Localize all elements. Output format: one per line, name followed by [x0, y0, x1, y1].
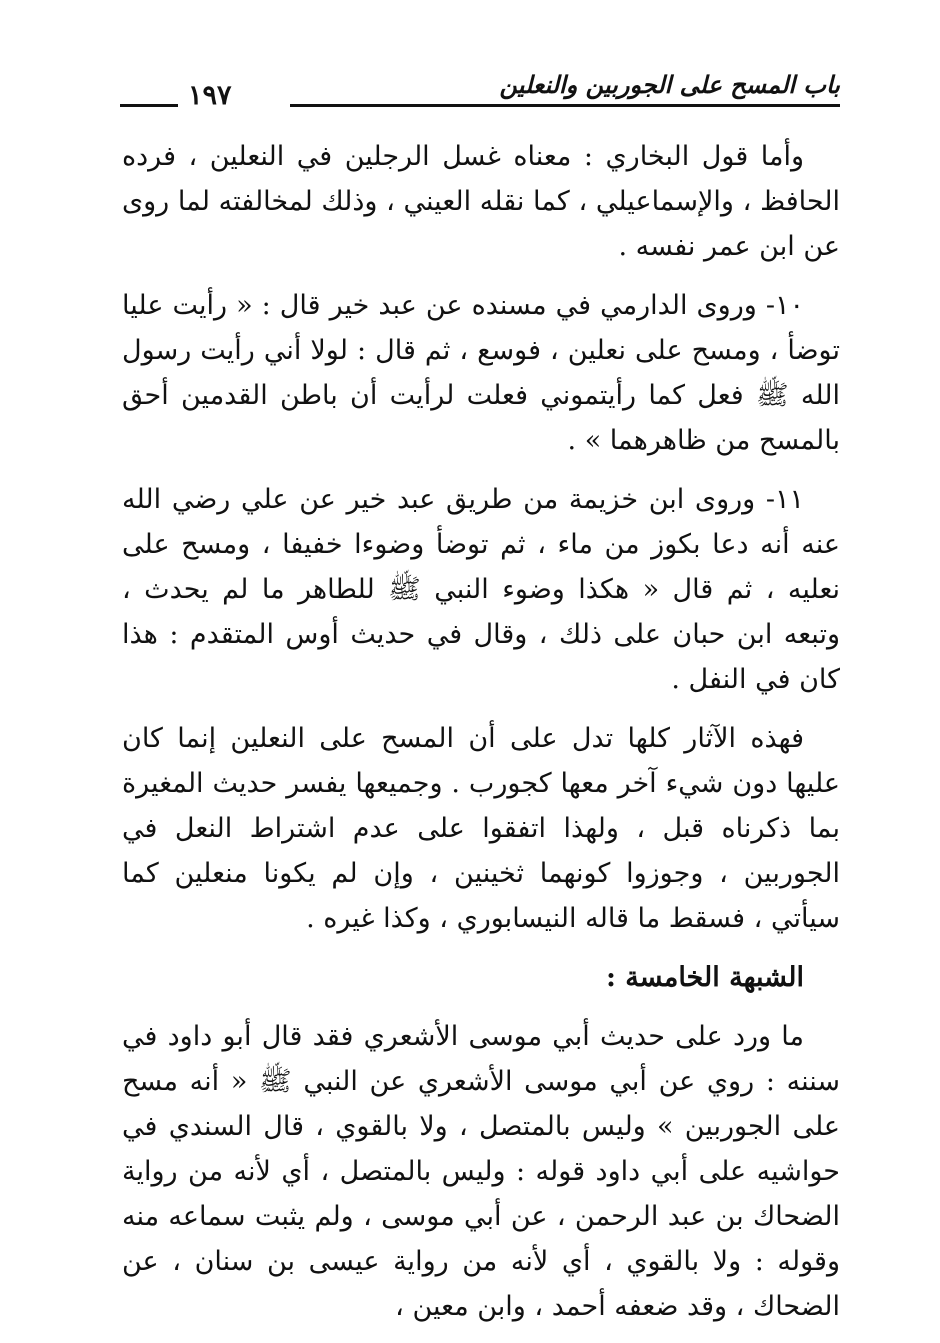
running-title: باب المسح على الجوربين والنعلين: [499, 70, 840, 99]
section-heading: الشبهة الخامسة :: [605, 962, 804, 993]
paragraph-athar-summary: فهذه الآثار كلها تدل على أن المسح على النعلين إنما كان عليها دون شيء آخر معها كجورب . وجميعها يفسر حديث المغيرة بما ذكرناه قبل ، ولهذا اتفقوا على عدم اشتراط النعل في الجوربين ، وجوزوا كونهما ثخينين ، وإن لم يكونا منعلين كما سيأتي ، فسقط ما قاله النيسابوري ، وكذا غيره .: [122, 723, 840, 934]
paragraph-darimi-narration: ١٠- وروى الدارمي في مسنده عن عبد خير قال : « رأيت عليا توضأ ، ومسح على نعلين ، فوسع ، ثم قال : لولا أني رأيت رسول الله ﷺ فعل كما رأيتموني فعلت لرأيت أن باطن القدمين أحق بالمسح من ظاهرهما » .: [122, 290, 840, 456]
paragraph-abu-musa-hadith: ما ورد على حديث أبي موسى الأشعري فقد قال أبو داود في سننه : روي عن أبي موسى الأشعري عن النبي ﷺ « أنه مسح على الجوربين » وليس بالمتصل ، ولا بالقوي ، قال السندي في حواشيه على أبي داود قوله : وليس بالمتصل ، أي لأنه من رواية الضحاك بن عبد الرحمن ، عن أبي موسى ، ولم يثبت سماعه منه وقوله : ولا بالقوي ، أي لأنه من رواية عيسى بن سنان ، عن الضحاك ، وقد ضعفه أحمد ، وابن معين ،: [122, 1021, 840, 1322]
paragraph-ibn-khuzaymah-narration: ١١- وروى ابن خزيمة من طريق عبد خير عن علي رضي الله عنه أنه دعا بكوز من ماء ، ثم توضأ وضوءا خفيفا ، ومسح على نعليه ، ثم قال « هكذا وضوء النبي ﷺ للطاهر ما لم يحدث ، وتبعه ابن حبان على ذلك ، وقال في حديث أوس المتقدم : هذا كان في النفل .: [122, 484, 840, 695]
header-rule-left: [120, 104, 178, 107]
header-rule-right: [290, 104, 840, 107]
page-body: [122, 134, 840, 1343]
page-number: ١٩٧: [180, 80, 240, 111]
paragraph-bukhari-opinion: وأما قول البخاري : معناه غسل الرجلين في النعلين ، فرده الحافظ ، والإسماعيلي ، كما نقله العيني ، وذلك لمخالفته لما روى عن ابن عمر نفسه .: [122, 141, 840, 262]
page-header: [120, 58, 840, 118]
